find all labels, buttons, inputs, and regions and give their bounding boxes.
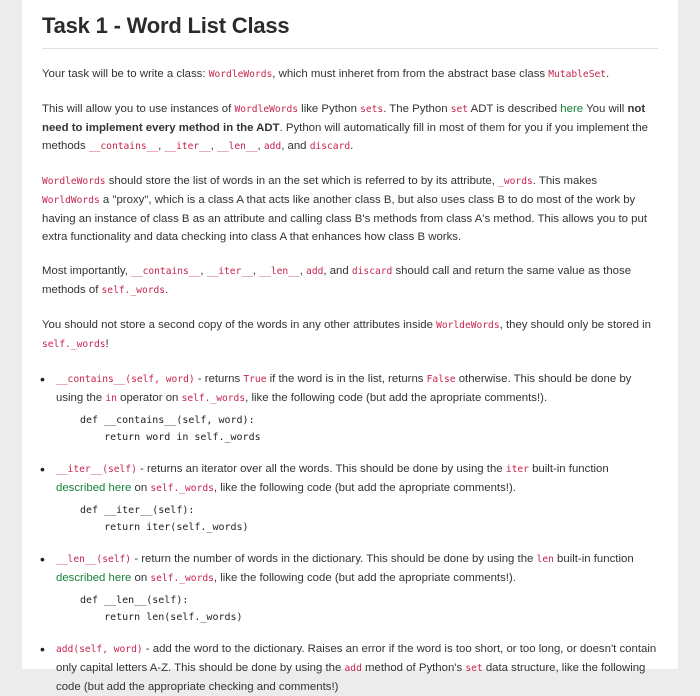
inline-code: False [426, 374, 456, 385]
inline-code: discard [309, 141, 351, 152]
inline-code: add [263, 141, 282, 152]
inline-code: __iter__ [206, 266, 253, 277]
bold-emphasis: not need to implement every method in the ADT [42, 103, 646, 134]
inline-code: WordleWords [42, 176, 106, 187]
iter-docs-link[interactable]: described here [56, 482, 132, 494]
inline-code: __iter__ [164, 141, 211, 152]
inline-code: _words [498, 176, 533, 187]
inline-code: self._words [150, 483, 214, 494]
inline-code: MutableSet [548, 69, 607, 80]
inline-code: sets [360, 104, 384, 115]
document-page [22, 0, 678, 693]
inline-code: WordleWords [208, 69, 273, 80]
inline-code: __iter__(self) [56, 464, 137, 475]
paragraph-intro: Your task will be to write a class: WordleWords, which must inheret from from the abstract base class MutableSet. [42, 68, 610, 80]
inline-code: __contains__ [131, 266, 201, 277]
inline-code: add(self, word) [56, 644, 143, 655]
inline-code: add [344, 663, 362, 674]
list-item-iter: • __iter__(self) - returns an iterator over all the words. This should be done by using the iter built-in function described here on self._words, like the following code (but add the apropriate comments!). def __iter__(self): return iter(self._words) [42, 460, 658, 536]
inline-code: self._words [101, 285, 166, 296]
inline-code: __len__ [259, 266, 300, 277]
paragraph-set-adt: This will allow you to use instances of WordleWords like Python sets. The Python set ADT is described here You will not need to implement every method in the ADT. Python will automatically fill in most of them for you if you implement the methods __contains__, __iter__, __len__, add, and discard. [42, 103, 649, 152]
inline-code: set [465, 663, 483, 674]
inline-code: self._words [42, 339, 106, 350]
inline-code: self._words [150, 573, 214, 584]
inline-code: __len__(self) [56, 554, 132, 565]
page-title: Task 1 - Word List Class [42, 13, 290, 38]
inline-code: iter [505, 464, 529, 475]
list-item-len: • __len__(self) - return the number of words in the dictionary. This should be done by using the len built-in function described here on self._words, like the following code (but add the apropriate comments!). def __len__(self): return len(self._words) [42, 550, 658, 626]
code-block-contains: def __contains__(self, word): return word in self._words [80, 415, 261, 443]
inline-code: in [105, 393, 117, 404]
paragraph-no-second-copy: You should not store a second copy of the words in any other attributes inside WorldeWords, they should only be stored in self._words! [42, 319, 651, 350]
len-docs-link[interactable]: described here [56, 572, 132, 584]
list-item-contains: • __contains__(self, word) - returns True if the word is in the list, returns False otherwise. This should be done by using the in operator on self._words, like the following code (but add the apropriate comments!). def __contains__(self, word): return word in self._words [42, 370, 658, 446]
inline-code: discard [351, 266, 393, 277]
inline-code: WordleWords [234, 104, 299, 115]
inline-code: WorldWords [42, 195, 100, 206]
set-adt-link[interactable]: here [560, 103, 584, 115]
paragraph-most-importantly: Most importantly, __contains__, __iter__, __len__, add, and discard should call and return the same value as those methods of self._words. [42, 265, 632, 296]
list-item-add: • add(self, word) - add the word to the dictionary. Raises an error if the word is too short, or too long, or doesn't contain only capital letters A-Z. This should be done by using the add method of Python's set data structure, like the following code (but add the appropriate checking and comments!) [42, 640, 658, 696]
code-block-len: def __len__(self): return len(self._words) [80, 595, 243, 623]
code-block-iter: def __iter__(self): return iter(self._words) [80, 505, 249, 533]
inline-code: WorldeWords [436, 320, 500, 331]
inline-code: True [243, 374, 267, 385]
inline-code: len [536, 554, 554, 565]
inline-code: self._words [181, 393, 246, 404]
method-list [42, 370, 658, 696]
inline-code: __contains__ [88, 141, 159, 152]
title-divider [42, 48, 658, 49]
paragraph-proxy: WordleWords should store the list of words in an the set which is referred to by its attribute, _words. This makes WorldWords a "proxy", which is a class A that acts like another class B, but also uses class B to do most of the work by having an instance of class B as an attribute and calling class B's methods from class A's method. This allows you to put extra functionality and data checking into class A that enhances how class B works. [42, 175, 647, 243]
inline-code: set [450, 104, 469, 115]
inline-code: __len__ [217, 141, 258, 152]
inline-code: add [306, 266, 324, 277]
inline-code: __contains__(self, word) [56, 374, 195, 385]
